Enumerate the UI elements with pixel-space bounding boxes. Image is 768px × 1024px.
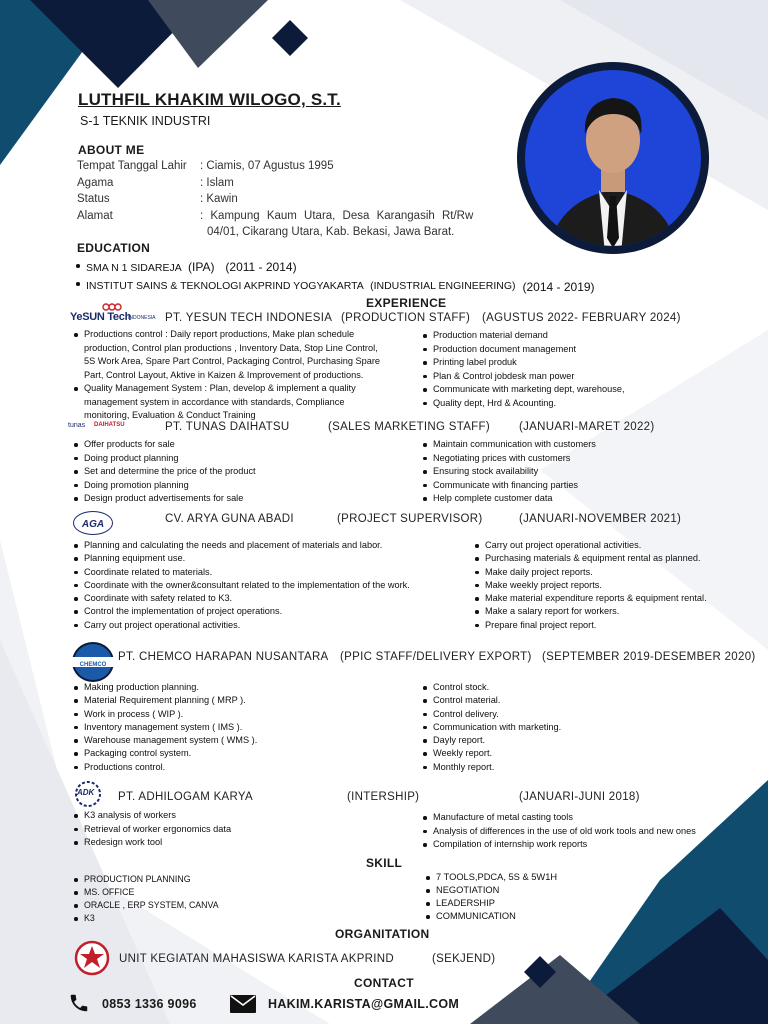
duty-item: Doing product planning xyxy=(72,452,256,466)
job-company: PT. ADHILOGAM KARYA xyxy=(118,791,254,803)
duty-item: Inventory management system ( IMS ). xyxy=(72,721,257,734)
duty-item: Coordinate related to materials. xyxy=(72,566,410,579)
duty-item: Maintain communication with customers xyxy=(421,438,596,452)
job-duties-right xyxy=(421,811,696,852)
yesun-logo-text: YeSUN Tech xyxy=(70,311,131,323)
duty-item: Offer products for sale xyxy=(72,438,256,452)
job-duties-right xyxy=(421,681,561,774)
duty-item: Printing label produk xyxy=(421,356,625,370)
yesun-logo xyxy=(70,303,160,327)
duty-item: Productions control. xyxy=(72,761,257,774)
job-duties-left xyxy=(72,539,410,632)
education-years: (2011 - 2014) xyxy=(225,260,297,274)
education-years: (2014 - 2019) xyxy=(522,280,595,294)
job-company: PT. YESUN TECH INDONESIA xyxy=(165,312,333,324)
duty-item: Ensuring stock availability xyxy=(421,465,596,479)
job-role: (INTERSHIP) xyxy=(347,791,420,803)
duty-item: Analysis of differences in the use of old work tools and new ones xyxy=(421,825,696,839)
adk-logo-text: ADK xyxy=(77,788,95,797)
job-company: PT. TUNAS DAIHATSU xyxy=(165,421,290,433)
duty-item: Planning and calculating the needs and placement of materials and labor. xyxy=(72,539,410,552)
skill-item: NEGOTIATION xyxy=(424,884,557,897)
about-label-status: Status xyxy=(77,193,110,205)
job-role: (PROJECT SUPERVISOR) xyxy=(337,513,483,525)
job-role: (PRODUCTION STAFF) xyxy=(341,312,471,324)
skill-item: ORACLE , ERP SYSTEM, CANVA xyxy=(72,899,219,912)
duty-item: Making production planning. xyxy=(72,681,257,694)
experience-title: EXPERIENCE xyxy=(366,296,447,310)
education-major: (INDUSTRIAL ENGINEERING) xyxy=(370,280,516,292)
duty-item: 5S Work Area, Spare Part Control, Packaging Control, Purchasing Spare xyxy=(84,356,381,366)
organitation-role: (SEKJEND) xyxy=(432,953,496,965)
duty-item: Productions control : Daily report productions, Make plan schedule xyxy=(72,328,380,342)
duty-item: Monthly report. xyxy=(421,761,561,774)
duty-item: Warehouse management system ( WMS ). xyxy=(72,734,257,747)
job-role: (PPIC STAFF/DELIVERY EXPORT) xyxy=(340,651,532,663)
duty-item: Communication with marketing. xyxy=(421,721,561,734)
duty-item: Production document management xyxy=(421,343,625,357)
duty-item: monitoring, Evaluation & Conduct Training xyxy=(84,410,256,420)
duty-item: Set and determine the price of the product xyxy=(72,465,256,479)
job-company: CV. ARYA GUNA ABADI xyxy=(165,513,294,525)
tunas-logo-text: tunas xyxy=(68,422,86,429)
job-duties-right xyxy=(421,438,596,506)
phone-icon xyxy=(68,992,90,1014)
skill-title: SKILL xyxy=(366,856,403,870)
duty-item: management system in accordance with standards, Compliance xyxy=(84,396,345,407)
duty-item: Redesign work tool xyxy=(72,836,231,850)
duty-item: Carry out project operational activities. xyxy=(473,539,707,552)
about-value-status: : Kawin xyxy=(200,193,238,205)
job-duties-left xyxy=(72,438,256,506)
duty-item: Make weekly project reports. xyxy=(473,579,707,592)
duty-item: Work in process ( WIP ). xyxy=(72,708,257,721)
email-icon xyxy=(229,994,257,1014)
about-label-address: Alamat xyxy=(77,210,113,222)
contact-email[interactable]: HAKIM.KARISTA@GMAIL.COM xyxy=(268,997,460,1011)
skill-list-right xyxy=(424,871,557,923)
aga-logo-text: AGA xyxy=(81,519,105,530)
skill-item: 7 TOOLS,PDCA, 5S & 5W1H xyxy=(424,871,557,884)
education-title: EDUCATION xyxy=(77,241,151,255)
profile-photo xyxy=(517,62,709,254)
duty-item: Plan & Control jobdesk man power xyxy=(421,370,625,384)
tunas-logo-sub: DAIHATSU xyxy=(94,422,125,428)
skill-item: MS. OFFICE xyxy=(72,886,219,899)
job-duties-left xyxy=(72,328,380,423)
about-label-religion: Agama xyxy=(77,177,114,189)
contact-title: CONTACT xyxy=(354,976,414,990)
duty-item: Doing promotion planning xyxy=(72,479,256,493)
skill-item: K3 xyxy=(72,912,219,925)
duty-item: Make a salary report for workers. xyxy=(473,605,707,618)
education-school: INSTITUT SAINS & TEKNOLOGI AKPRIND YOGYAKARTA xyxy=(86,280,364,292)
duty-item: Quality dept, Hrd & Acounting. xyxy=(421,397,625,411)
duty-item: Carry out project operational activities. xyxy=(72,619,410,632)
education-major: (IPA) xyxy=(188,260,215,274)
job-duties-left xyxy=(72,809,231,850)
job-company: PT. CHEMCO HARAPAN NUSANTARA xyxy=(118,651,329,663)
job-duties-right xyxy=(421,329,625,410)
duty-item: Production material demand xyxy=(421,329,625,343)
duty-item: Weekly report. xyxy=(421,747,561,760)
about-value-religion: : Islam xyxy=(200,177,234,189)
karista-logo xyxy=(74,940,110,976)
duty-item: Manufacture of metal casting tools xyxy=(421,811,696,825)
organitation-title: ORGANITATION xyxy=(335,927,430,941)
duty-item: Control stock. xyxy=(421,681,561,694)
duty-item: Help complete customer data xyxy=(421,492,596,506)
about-value-address: : Kampung Kaum Utara, Desa Karangasih Rt/Rw xyxy=(200,210,474,222)
contact-phone[interactable]: 0853 1336 9096 xyxy=(102,997,197,1011)
duty-item: Coordinate with the owner&consultant related to the implementation of the work. xyxy=(72,579,410,592)
duty-item: Negotiating prices with customers xyxy=(421,452,596,466)
skill-item: PRODUCTION PLANNING xyxy=(72,873,219,886)
duty-item: Control delivery. xyxy=(421,708,561,721)
yesun-logo-sub: INDONESIA xyxy=(128,315,156,321)
job-period: (JANUARI-NOVEMBER 2021) xyxy=(519,513,682,525)
chemco-logo-text: CHEMCO xyxy=(79,662,107,668)
chemco-logo xyxy=(72,642,114,682)
education-item xyxy=(74,277,595,295)
job-period: (JANUARI-MARET 2022) xyxy=(519,421,655,433)
skill-item: COMMUNICATION xyxy=(424,910,557,923)
duty-item: Communicate with marketing dept, warehouse, xyxy=(421,383,625,397)
duty-item: Control the implementation of project operations. xyxy=(72,605,410,618)
duty-item: Control material. xyxy=(421,694,561,707)
organitation-name: UNIT KEGIATAN MAHASISWA KARISTA AKPRIND xyxy=(119,953,394,965)
duty-item: K3 analysis of workers xyxy=(72,809,231,823)
education-school: SMA N 1 SIDAREJA xyxy=(86,262,182,274)
education-list xyxy=(74,259,595,295)
duty-item: Prepare final project report. xyxy=(473,619,707,632)
duty-item: Make material expenditure reports & equipment rental. xyxy=(473,592,707,605)
about-value-birth: : Ciamis, 07 Agustus 1995 xyxy=(200,160,334,172)
duty-item: Design product advertisements for sale xyxy=(72,492,256,506)
job-role: (SALES MARKETING STAFF) xyxy=(328,421,490,433)
education-item xyxy=(74,259,595,277)
duty-item: Quality Management System : Plan, develop & implement a quality xyxy=(72,382,380,396)
skill-list-left xyxy=(72,873,219,925)
duty-item: Packaging control system. xyxy=(72,747,257,760)
duty-item: Communicate with financing parties xyxy=(421,479,596,493)
duty-item: Make daily project reports. xyxy=(473,566,707,579)
duty-item: production, Control plan productions , Inventory Data, Stop Line Control, xyxy=(84,342,378,353)
job-duties-left xyxy=(72,681,257,774)
duty-item: Coordinate with safety related to K3. xyxy=(72,592,410,605)
degree: S-1 TEKNIK INDUSTRI xyxy=(80,114,211,128)
about-label-birth: Tempat Tanggal Lahir xyxy=(77,160,187,172)
duty-item: Retrieval of worker ergonomics data xyxy=(72,823,231,837)
job-duties-right xyxy=(473,539,707,632)
about-value-address-2: 04/01, Cikarang Utara, Kab. Bekasi, Jawa Barat. xyxy=(207,226,455,238)
about-title: ABOUT ME xyxy=(78,143,145,157)
tunas-logo xyxy=(68,422,158,436)
aga-logo xyxy=(73,511,113,535)
full-name: LUTHFIL KHAKIM WILOGO, S.T. xyxy=(78,90,341,109)
adk-logo xyxy=(73,779,103,809)
duty-item: Planning equipment use. xyxy=(72,552,410,565)
duty-item: Purchasing materials & equipment rental as planned. xyxy=(473,552,707,565)
duty-item: Dayly report. xyxy=(421,734,561,747)
duty-item: Material Requirement planning ( MRP ). xyxy=(72,694,257,707)
job-period: (AGUSTUS 2022- FEBRUARY 2024) xyxy=(482,312,681,324)
duty-item: Part, Control Layout, Aktive in Kaizen & Improvement of productions. xyxy=(84,369,364,380)
job-period: (SEPTEMBER 2019-DESEMBER 2020) xyxy=(542,651,756,663)
duty-item: Compilation of internship work reports xyxy=(421,838,696,852)
job-period: (JANUARI-JUNI 2018) xyxy=(519,791,640,803)
skill-item: LEADERSHIP xyxy=(424,897,557,910)
